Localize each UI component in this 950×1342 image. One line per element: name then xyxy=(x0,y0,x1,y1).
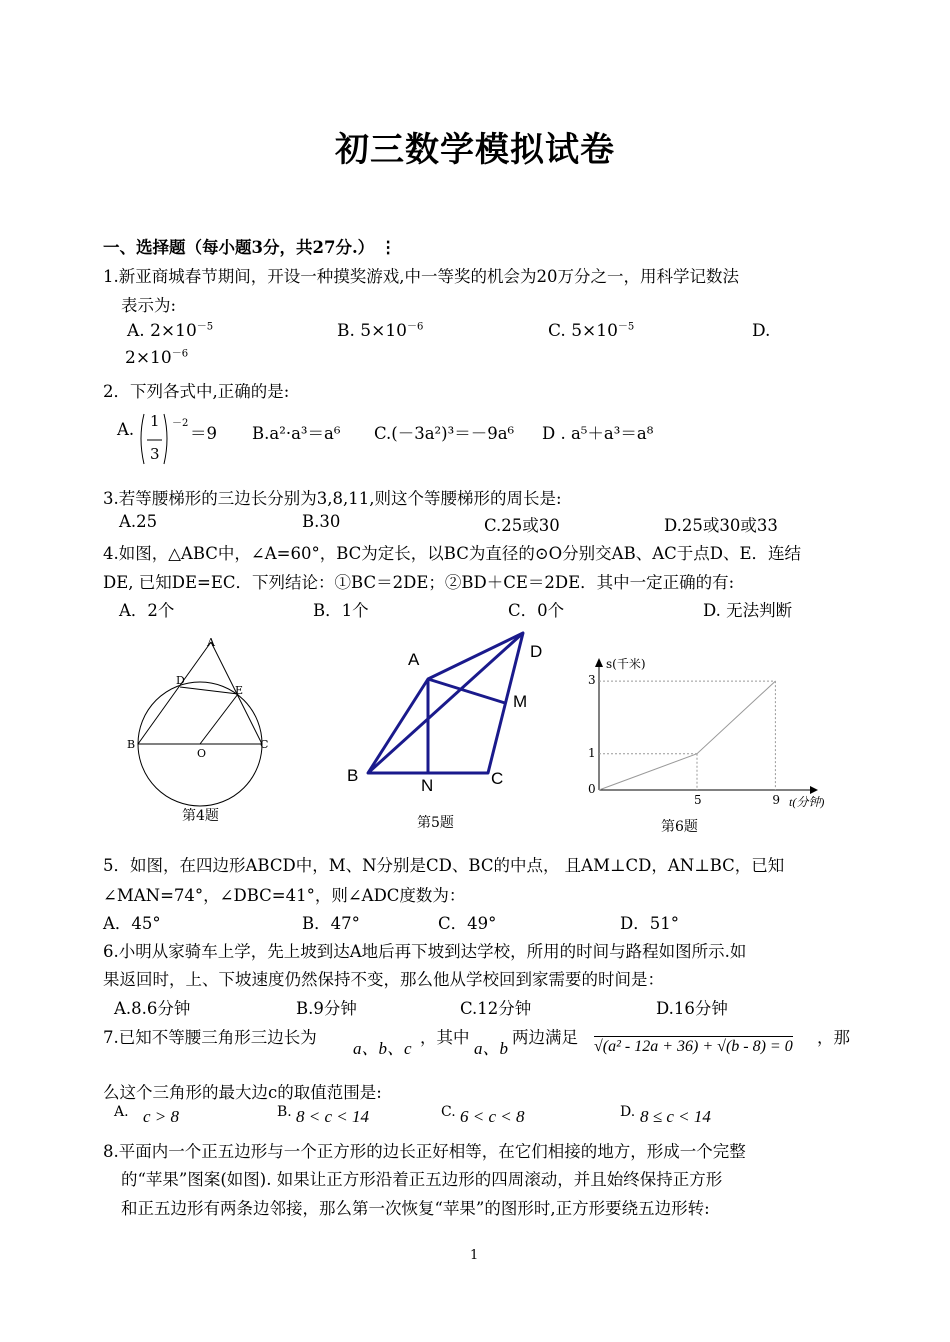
q6-option-a: A.8.6分钟 xyxy=(114,999,191,1018)
q7-option-c-label: C. xyxy=(441,1104,456,1120)
page-number: 1 xyxy=(470,1248,479,1263)
fig5-label-a: A xyxy=(408,650,420,669)
q5-option-d: D．51° xyxy=(620,914,679,933)
q7-vars2: a、b xyxy=(474,1039,508,1058)
q2-option-a-label: A. xyxy=(117,420,135,439)
q8-stem-line2: 的“苹果”图案(如图). 如果让正方形沿着正五边形的四周滚动，并且始终保持正方形 xyxy=(121,1170,723,1189)
q7-option-c: 6 < c < 8 xyxy=(460,1107,525,1126)
fig4-label-d: D xyxy=(176,674,185,687)
y-tick-label: 1 xyxy=(588,745,596,760)
fig4-label-o: O xyxy=(197,747,207,760)
q5-option-b: B．47° xyxy=(302,914,360,933)
q7-formula: √(a² - 12a + 36) + √(b - 8) = 0 xyxy=(594,1038,793,1055)
q4-option-a: A．2个 xyxy=(119,601,175,620)
x-tick-label: 9 xyxy=(772,793,781,807)
q5-stem-line1: 5．如图，在四边形ABCD中，M、N分别是CD、BC的中点， 且AM⊥CD，AN⊥BC，已知 xyxy=(103,856,785,875)
q2-fraction-numerator: 1 xyxy=(150,412,160,430)
fig6-ylabel: s(千米) xyxy=(606,657,646,671)
q3-option-a: A.25 xyxy=(119,512,158,531)
q3-option-d: D.25或30或33 xyxy=(664,516,778,535)
q7-stem-line2: 么这个三角形的最大边c的取值范围是: xyxy=(103,1083,382,1102)
q6-option-b: B.9分钟 xyxy=(296,999,357,1018)
fig6-caption: 第6题 xyxy=(661,819,698,835)
q1-stem-line1: 1.新亚商城春节期间，开设一种摸奖游戏,中一等奖的机会为20万分之一，用科学记数法 xyxy=(103,267,739,286)
y-axis-arrow xyxy=(595,658,603,667)
page-title: 初三数学模拟试卷 xyxy=(335,130,615,170)
section-heading: 一、选择题（每小题3分，共27分.） ⋮ xyxy=(103,238,397,257)
q7-option-d-label: D. xyxy=(620,1104,636,1120)
q7-option-a: c > 8 xyxy=(143,1107,180,1126)
q4-option-b: B．1个 xyxy=(313,601,369,620)
q2-stem: 2．下列各式中,正确的是: xyxy=(103,382,290,401)
x-tick-label: 5 xyxy=(694,793,702,807)
q2-fraction-denominator: 3 xyxy=(150,445,160,463)
q6-stem-line2: 果返回时，上、下坡速度仍然保持不变，那么他从学校回到家需要的时间是： xyxy=(103,970,664,989)
q4-stem-line1: 4.如图，△ABC中，∠A=60°，BC为定长，以BC为直径的⊙O分别交AB、AC于点D、E．连结 xyxy=(103,544,802,563)
fig5-label-b: B xyxy=(347,766,359,785)
q7-option-b: 8 < c < 14 xyxy=(296,1107,369,1126)
y-tick-label: 0 xyxy=(588,782,596,796)
q6-option-c: C.12分钟 xyxy=(460,999,532,1018)
q4-option-c: C．0个 xyxy=(508,601,565,620)
q7-stem-part1: 7.已知不等腰三角形三边长为 xyxy=(103,1028,317,1047)
fig5-label-d: D xyxy=(530,642,543,661)
fig4-caption: 第4题 xyxy=(182,808,219,824)
q3-stem: 3.若等腰梯形的三边长分别为3,8,11,则这个等腰梯形的周长是: xyxy=(103,489,562,508)
q1-stem-line2: 表示为: xyxy=(121,296,177,315)
q2-option-a-result: ＝9 xyxy=(190,424,217,443)
q4-option-d: D. 无法判断 xyxy=(703,601,793,620)
q5-option-c: C．49° xyxy=(438,914,497,933)
q1-option-a: A. $2\times 10^{-5}$ xyxy=(127,321,214,341)
q7-stem-part2: ，其中 xyxy=(420,1028,470,1047)
q7-option-d: 8 ≤ c < 14 xyxy=(640,1107,711,1126)
fig6-xlabel: t(分钟) xyxy=(789,795,825,809)
figure-4-circle-triangle xyxy=(120,632,280,832)
q4-stem-line2: DE, 已知DE=EC．下列结论：①BC＝2DE；②BD＋CE＝2DE．其中一定正确的有: xyxy=(103,573,735,592)
q7-stem-part4: ，那 xyxy=(817,1028,850,1047)
q5-stem-line2: ∠MAN=74°，∠DBC=41°，则∠ADC度数为： xyxy=(103,886,466,905)
q6-option-d: D.16分钟 xyxy=(656,999,728,1018)
q2-option-d: D . a⁵＋a³＝a⁸ xyxy=(542,424,654,443)
y-tick-label: 3 xyxy=(588,673,596,688)
fig5-label-m: M xyxy=(513,692,528,711)
fig5-label-c: C xyxy=(491,769,504,788)
q2-option-b: B.a²·a³＝a⁶ xyxy=(252,424,341,443)
fig4-label-b: B xyxy=(127,738,136,751)
fig4-label-a: A xyxy=(207,636,215,649)
fig5-caption: 第5题 xyxy=(417,815,454,831)
q1-option-d-value: $2\times 10^{-6}$ xyxy=(125,348,189,368)
q7-option-b-label: B. xyxy=(277,1104,292,1120)
q8-stem-line1: 8.平面内一个正五边形与一个正方形的边长正好相等，在它们相接的地方，形成一个完整 xyxy=(103,1142,746,1161)
q8-stem-line3: 和正五边形有两条边邻接，那么第一次恢复“苹果”的图形时,正方形要绕五边形转: xyxy=(121,1199,710,1218)
q2-option-c: C.(－3a²)³＝－9a⁶ xyxy=(374,424,515,443)
q6-stem-line1: 6.小明从家骑车上学，先上坡到达A地后再下坡到达学校，所用的时间与路程如图所示.如 xyxy=(103,942,747,961)
q5-option-a: A．45° xyxy=(103,914,161,933)
q1-option-d-label: D. xyxy=(752,321,771,341)
q7-stem-part3: 两边满足 xyxy=(512,1028,578,1047)
fig4-label-e: E xyxy=(235,684,244,697)
series-line xyxy=(599,681,775,790)
fig4-label-c: C xyxy=(260,738,269,751)
q7-option-a-label: A. xyxy=(114,1104,129,1120)
q3-option-c: C.25或30 xyxy=(484,516,560,535)
q2-fraction-exponent: －2 xyxy=(172,418,189,429)
fig5-label-n: N xyxy=(421,776,434,795)
q3-option-b: B.30 xyxy=(302,512,341,531)
q7-vars1: a、b、c xyxy=(353,1039,412,1058)
q1-option-b: B. $5\times 10^{-6}$ xyxy=(337,321,424,341)
q1-option-c: C. $5\times 10^{-5}$ xyxy=(548,321,635,341)
